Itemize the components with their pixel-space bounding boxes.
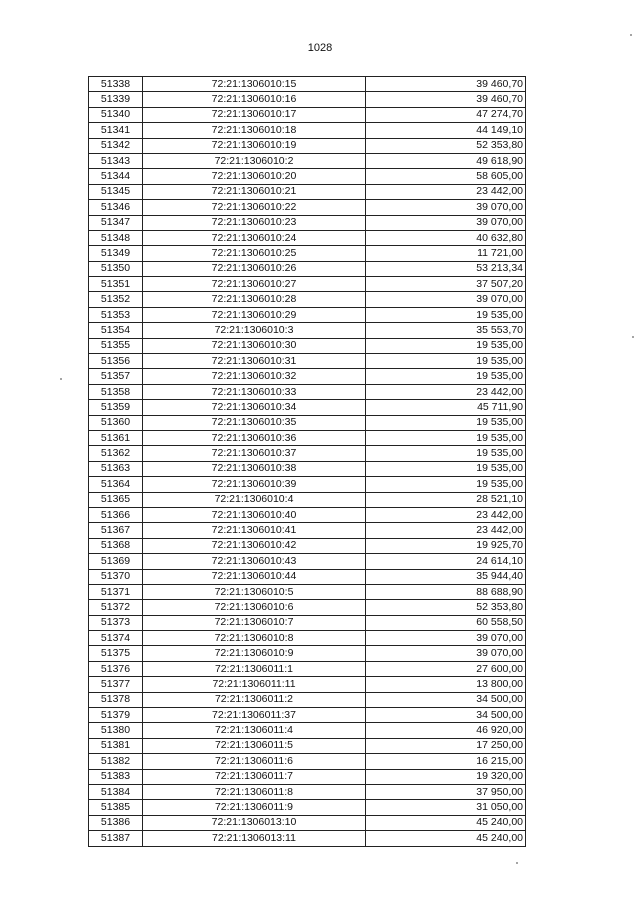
row-number: 51374: [89, 631, 143, 646]
table-row: [89, 492, 526, 507]
cadastral-value: 53 213,34: [366, 261, 526, 276]
cadastral-value: 44 149,10: [366, 123, 526, 138]
row-number: 51369: [89, 554, 143, 569]
cadastral-value: 47 274,70: [366, 107, 526, 122]
table-row: [89, 661, 526, 676]
cadastral-number: 72:21:1306010:38: [143, 461, 366, 476]
table-row: [89, 184, 526, 199]
cadastral-value: 39 070,00: [366, 292, 526, 307]
cadastral-value: 37 507,20: [366, 277, 526, 292]
cadastral-number: 72:21:1306010:35: [143, 415, 366, 430]
cadastral-number: 72:21:1306010:26: [143, 261, 366, 276]
cadastral-number: 72:21:1306010:22: [143, 200, 366, 215]
cadastral-value: 45 240,00: [366, 815, 526, 830]
cadastral-number: 72:21:1306011:9: [143, 800, 366, 815]
table-row: [89, 677, 526, 692]
table-row: [89, 584, 526, 599]
table-row: [89, 446, 526, 461]
cadastral-value: 34 500,00: [366, 692, 526, 707]
row-number: 51347: [89, 215, 143, 230]
cadastral-value: 17 250,00: [366, 738, 526, 753]
row-number: 51349: [89, 246, 143, 261]
table-row: [89, 261, 526, 276]
table-row: [89, 784, 526, 799]
scan-speck: [630, 34, 632, 36]
row-number: 51345: [89, 184, 143, 199]
scan-speck: [516, 862, 518, 864]
cadastral-value: 19 535,00: [366, 461, 526, 476]
table-row: [89, 631, 526, 646]
cadastral-value: 11 721,00: [366, 246, 526, 261]
table-row: [89, 461, 526, 476]
table-row: [89, 646, 526, 661]
row-number: 51386: [89, 815, 143, 830]
cadastral-value: 19 535,00: [366, 430, 526, 445]
cadastral-number: 72:21:1306010:9: [143, 646, 366, 661]
cadastral-number: 72:21:1306010:31: [143, 354, 366, 369]
table-row: [89, 354, 526, 369]
cadastral-value: 58 605,00: [366, 169, 526, 184]
row-number: 51342: [89, 138, 143, 153]
cadastral-value: 19 535,00: [366, 354, 526, 369]
row-number: 51344: [89, 169, 143, 184]
cadastral-value: 19 535,00: [366, 446, 526, 461]
cadastral-value: 19 925,70: [366, 538, 526, 553]
cadastral-value: 34 500,00: [366, 708, 526, 723]
cadastral-number: 72:21:1306010:43: [143, 554, 366, 569]
row-number: 51382: [89, 754, 143, 769]
table-row: [89, 153, 526, 168]
row-number: 51350: [89, 261, 143, 276]
cadastral-value: 23 442,00: [366, 507, 526, 522]
cadastral-number: 72:21:1306011:4: [143, 723, 366, 738]
cadastral-number: 72:21:1306010:7: [143, 615, 366, 630]
cadastral-number: 72:21:1306010:40: [143, 507, 366, 522]
table-body: [89, 77, 526, 847]
cadastral-number: 72:21:1306010:17: [143, 107, 366, 122]
cadastral-number: 72:21:1306011:1: [143, 661, 366, 676]
row-number: 51339: [89, 92, 143, 107]
cadastral-value: 27 600,00: [366, 661, 526, 676]
cadastral-number: 72:21:1306010:28: [143, 292, 366, 307]
row-number: 51373: [89, 615, 143, 630]
cadastral-number: 72:21:1306010:29: [143, 307, 366, 322]
cadastral-number: 72:21:1306013:11: [143, 831, 366, 846]
table-row: [89, 323, 526, 338]
row-number: 51368: [89, 538, 143, 553]
registry-table: [88, 76, 526, 847]
cadastral-number: 72:21:1306010:3: [143, 323, 366, 338]
row-number: 51378: [89, 692, 143, 707]
cadastral-number: 72:21:1306010:20: [143, 169, 366, 184]
cadastral-value: 19 535,00: [366, 338, 526, 353]
table-row: [89, 215, 526, 230]
cadastral-number: 72:21:1306010:2: [143, 153, 366, 168]
cadastral-value: 39 070,00: [366, 200, 526, 215]
row-number: 51366: [89, 507, 143, 522]
cadastral-number: 72:21:1306010:36: [143, 430, 366, 445]
table-row: [89, 384, 526, 399]
cadastral-number: 72:21:1306010:44: [143, 569, 366, 584]
scan-speck: [60, 378, 62, 380]
row-number: 51358: [89, 384, 143, 399]
table-row: [89, 723, 526, 738]
cadastral-value: 39 460,70: [366, 92, 526, 107]
cadastral-number: 72:21:1306011:37: [143, 708, 366, 723]
row-number: 51365: [89, 492, 143, 507]
row-number: 51346: [89, 200, 143, 215]
page-number: 1028: [307, 42, 333, 54]
cadastral-value: 46 920,00: [366, 723, 526, 738]
table-row: [89, 92, 526, 107]
table-row: [89, 230, 526, 245]
cadastral-value: 52 353,80: [366, 600, 526, 615]
table-row: [89, 430, 526, 445]
cadastral-value: 19 535,00: [366, 369, 526, 384]
cadastral-value: 52 353,80: [366, 138, 526, 153]
cadastral-number: 72:21:1306010:34: [143, 400, 366, 415]
row-number: 51383: [89, 769, 143, 784]
cadastral-value: 45 711,90: [366, 400, 526, 415]
cadastral-value: 60 558,50: [366, 615, 526, 630]
cadastral-number: 72:21:1306013:10: [143, 815, 366, 830]
cadastral-value: 35 944,40: [366, 569, 526, 584]
cadastral-number: 72:21:1306010:4: [143, 492, 366, 507]
cadastral-number: 72:21:1306010:16: [143, 92, 366, 107]
cadastral-value: 39 460,70: [366, 77, 526, 92]
cadastral-value: 39 070,00: [366, 631, 526, 646]
cadastral-value: 19 320,00: [366, 769, 526, 784]
table-row: [89, 123, 526, 138]
scan-speck: [632, 336, 634, 338]
table-row: [89, 307, 526, 322]
cadastral-number: 72:21:1306010:23: [143, 215, 366, 230]
table-row: [89, 738, 526, 753]
table-row: [89, 569, 526, 584]
cadastral-number: 72:21:1306010:18: [143, 123, 366, 138]
row-number: 51371: [89, 584, 143, 599]
row-number: 51385: [89, 800, 143, 815]
table-row: [89, 800, 526, 815]
table-row: [89, 600, 526, 615]
table-row: [89, 615, 526, 630]
cadastral-number: 72:21:1306010:30: [143, 338, 366, 353]
row-number: 51375: [89, 646, 143, 661]
row-number: 51367: [89, 523, 143, 538]
cadastral-value: 40 632,80: [366, 230, 526, 245]
cadastral-number: 72:21:1306010:24: [143, 230, 366, 245]
row-number: 51379: [89, 708, 143, 723]
cadastral-value: 19 535,00: [366, 415, 526, 430]
table-row: [89, 369, 526, 384]
cadastral-number: 72:21:1306011:6: [143, 754, 366, 769]
cadastral-value: 28 521,10: [366, 492, 526, 507]
cadastral-value: 45 240,00: [366, 831, 526, 846]
row-number: 51356: [89, 354, 143, 369]
cadastral-number: 72:21:1306010:39: [143, 477, 366, 492]
cadastral-value: 19 535,00: [366, 307, 526, 322]
table-row: [89, 77, 526, 92]
cadastral-number: 72:21:1306010:33: [143, 384, 366, 399]
cadastral-number: 72:21:1306010:41: [143, 523, 366, 538]
cadastral-number: 72:21:1306010:15: [143, 77, 366, 92]
row-number: 51355: [89, 338, 143, 353]
table-row: [89, 815, 526, 830]
table-row: [89, 400, 526, 415]
table-row: [89, 169, 526, 184]
table-row: [89, 538, 526, 553]
table-row: [89, 507, 526, 522]
row-number: 51348: [89, 230, 143, 245]
cadastral-number: 72:21:1306010:25: [143, 246, 366, 261]
cadastral-value: 23 442,00: [366, 384, 526, 399]
table-row: [89, 754, 526, 769]
row-number: 51387: [89, 831, 143, 846]
table-row: [89, 477, 526, 492]
cadastral-value: 24 614,10: [366, 554, 526, 569]
table-row: [89, 769, 526, 784]
cadastral-value: 37 950,00: [366, 784, 526, 799]
row-number: 51372: [89, 600, 143, 615]
table-row: [89, 292, 526, 307]
table-row: [89, 415, 526, 430]
table-row: [89, 831, 526, 846]
table-row: [89, 692, 526, 707]
row-number: 51352: [89, 292, 143, 307]
table-row: [89, 246, 526, 261]
cadastral-value: 49 618,90: [366, 153, 526, 168]
row-number: 51363: [89, 461, 143, 476]
cadastral-number: 72:21:1306011:8: [143, 784, 366, 799]
cadastral-number: 72:21:1306010:5: [143, 584, 366, 599]
cadastral-number: 72:21:1306010:32: [143, 369, 366, 384]
cadastral-number: 72:21:1306011:7: [143, 769, 366, 784]
cadastral-value: 16 215,00: [366, 754, 526, 769]
cadastral-number: 72:21:1306011:11: [143, 677, 366, 692]
row-number: 51362: [89, 446, 143, 461]
row-number: 51370: [89, 569, 143, 584]
row-number: 51351: [89, 277, 143, 292]
row-number: 51377: [89, 677, 143, 692]
row-number: 51341: [89, 123, 143, 138]
cadastral-number: 72:21:1306010:6: [143, 600, 366, 615]
cadastral-value: 39 070,00: [366, 215, 526, 230]
row-number: 51360: [89, 415, 143, 430]
cadastral-number: 72:21:1306010:19: [143, 138, 366, 153]
row-number: 51361: [89, 430, 143, 445]
table-row: [89, 338, 526, 353]
cadastral-value: 13 800,00: [366, 677, 526, 692]
cadastral-value: 35 553,70: [366, 323, 526, 338]
cadastral-value: 39 070,00: [366, 646, 526, 661]
cadastral-number: 72:21:1306011:2: [143, 692, 366, 707]
cadastral-number: 72:21:1306010:21: [143, 184, 366, 199]
row-number: 51338: [89, 77, 143, 92]
cadastral-value: 23 442,00: [366, 523, 526, 538]
cadastral-value: 31 050,00: [366, 800, 526, 815]
table-row: [89, 277, 526, 292]
row-number: 51354: [89, 323, 143, 338]
cadastral-value: 88 688,90: [366, 584, 526, 599]
row-number: 51357: [89, 369, 143, 384]
table-row: [89, 523, 526, 538]
cadastral-number: 72:21:1306011:5: [143, 738, 366, 753]
cadastral-number: 72:21:1306010:37: [143, 446, 366, 461]
row-number: 51376: [89, 661, 143, 676]
cadastral-number: 72:21:1306010:27: [143, 277, 366, 292]
row-number: 51353: [89, 307, 143, 322]
row-number: 51359: [89, 400, 143, 415]
table-row: [89, 708, 526, 723]
cadastral-value: 23 442,00: [366, 184, 526, 199]
table-row: [89, 107, 526, 122]
cadastral-value: 19 535,00: [366, 477, 526, 492]
table-row: [89, 138, 526, 153]
cadastral-number: 72:21:1306010:42: [143, 538, 366, 553]
row-number: 51380: [89, 723, 143, 738]
cadastral-number: 72:21:1306010:8: [143, 631, 366, 646]
row-number: 51343: [89, 153, 143, 168]
row-number: 51340: [89, 107, 143, 122]
table-row: [89, 554, 526, 569]
table-row: [89, 200, 526, 215]
row-number: 51381: [89, 738, 143, 753]
row-number: 51384: [89, 784, 143, 799]
row-number: 51364: [89, 477, 143, 492]
